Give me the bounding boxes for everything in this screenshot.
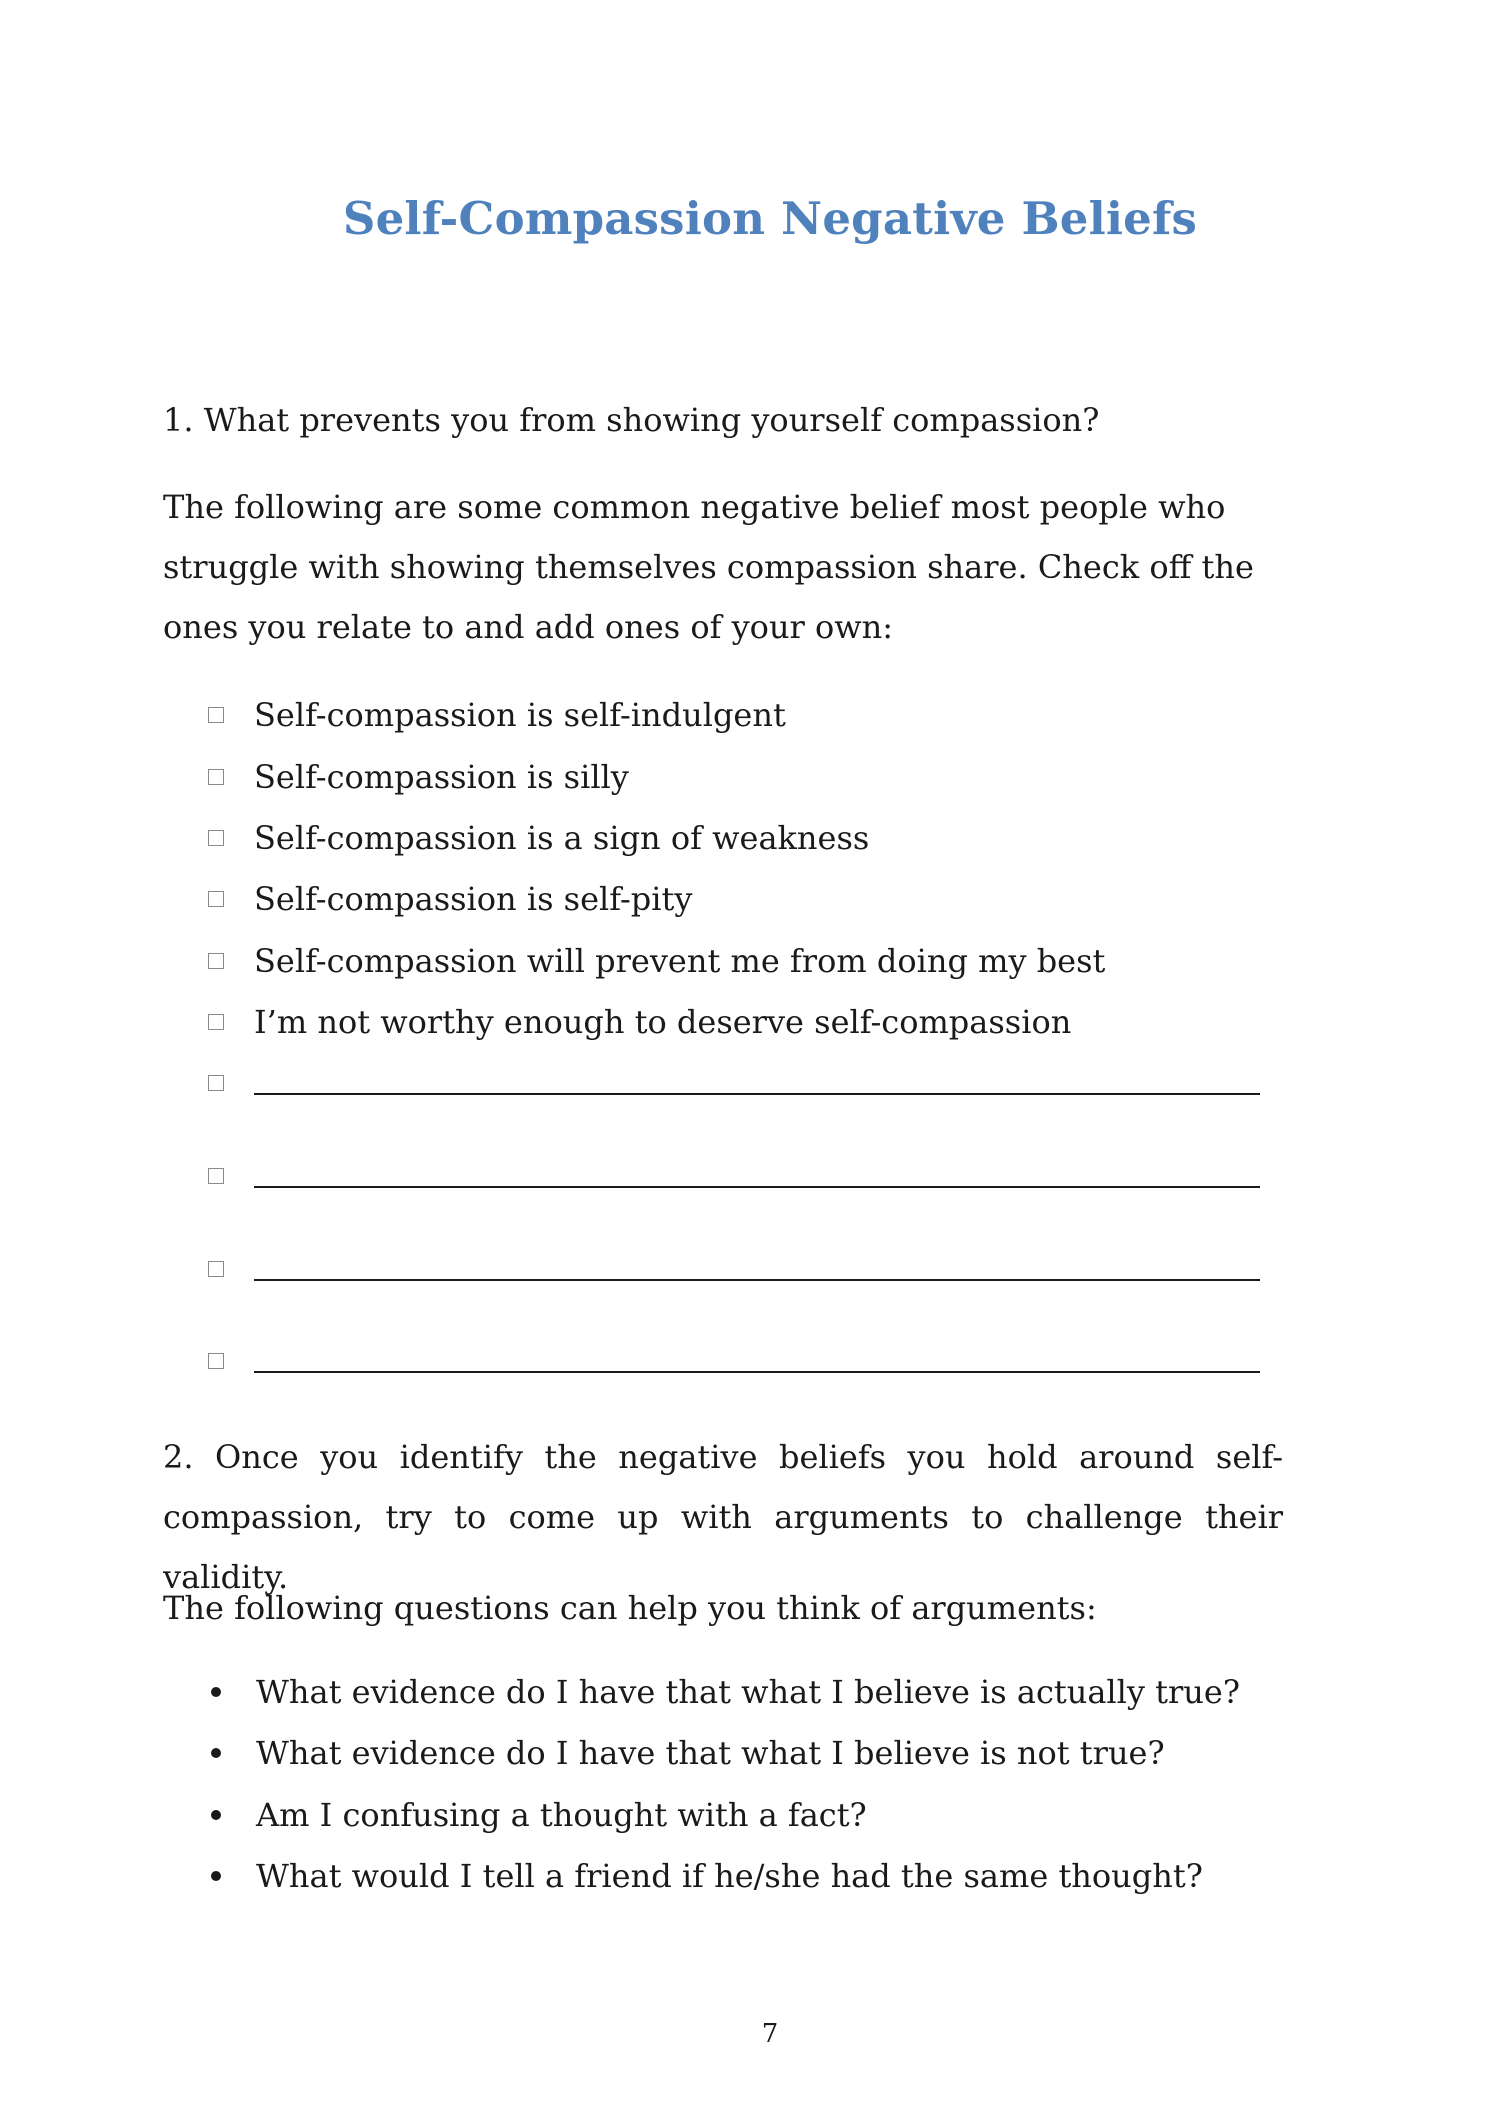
page-title: Self-Compassion Negative Beliefs [342,192,1198,245]
checkbox[interactable] [208,1014,224,1030]
blank-checklist-item[interactable] [208,1151,1260,1201]
checklist-item[interactable] [208,997,1071,1047]
checkbox[interactable] [208,769,224,785]
write-in-line[interactable] [254,1279,1260,1281]
checkbox[interactable] [208,891,224,907]
bullet-item [208,1851,1203,1901]
bullet-item [208,1667,1240,1717]
bullet-item [208,1790,867,1840]
checklist-item-label: Self-compassion is self-pity [254,880,693,918]
question-2: 2. Once you identify the negative beliefs you hold around self-compassion, try to come up with arguments to challenge their validity. [163,1438,1283,1596]
question-1: 1. What prevents you from showing yourself compassion? [163,401,1100,439]
checklist-item-label: Self-compassion is a sign of weakness [254,819,870,857]
checklist-item-label: Self-compassion is self-indulgent [254,696,786,734]
checkbox[interactable] [208,953,224,969]
bullet-text: What evidence do I have that what I believe is not true? [256,1734,1165,1772]
write-in-line[interactable] [254,1093,1260,1095]
checkbox[interactable] [208,1353,224,1369]
bullet-icon [211,1748,221,1758]
page-number: 7 [761,2019,779,2049]
checklist-item[interactable] [208,813,869,863]
checkbox[interactable] [208,830,224,846]
checkbox[interactable] [208,1168,224,1184]
checklist-item-label: Self-compassion is silly [254,758,629,796]
intro-paragraph-2: The following questions can help you think of arguments: [163,1589,1097,1627]
checklist-item[interactable] [208,874,692,924]
checklist-item[interactable] [208,936,1105,986]
checklist-item-label: I’m not worthy enough to deserve self-compassion [254,1003,1072,1041]
checkbox[interactable] [208,1075,224,1091]
bullet-icon [211,1810,221,1820]
checklist-item[interactable] [208,690,786,740]
bullet-icon [211,1687,221,1697]
checklist-item[interactable] [208,752,629,802]
bullet-text: What evidence do I have that what I believe is actually true? [256,1673,1240,1711]
bullet-icon [211,1871,221,1881]
blank-checklist-item[interactable] [208,1244,1260,1294]
checkbox[interactable] [208,1261,224,1277]
bullet-text: Am I confusing a thought with a fact? [256,1796,867,1834]
write-in-line[interactable] [254,1371,1260,1373]
bullet-text: What would I tell a friend if he/she had the same thought? [256,1857,1203,1895]
blank-checklist-item[interactable] [208,1058,1260,1108]
write-in-line[interactable] [254,1186,1260,1188]
checkbox[interactable] [208,707,224,723]
bullet-item [208,1728,1165,1778]
intro-paragraph-1: The following are some common negative belief most people who struggle with showing themselves compassion share. Check off the ones you relate to and add ones of your own: [163,488,1254,646]
blank-checklist-item[interactable] [208,1336,1260,1386]
checklist-item-label: Self-compassion will prevent me from doing my best [254,942,1106,980]
